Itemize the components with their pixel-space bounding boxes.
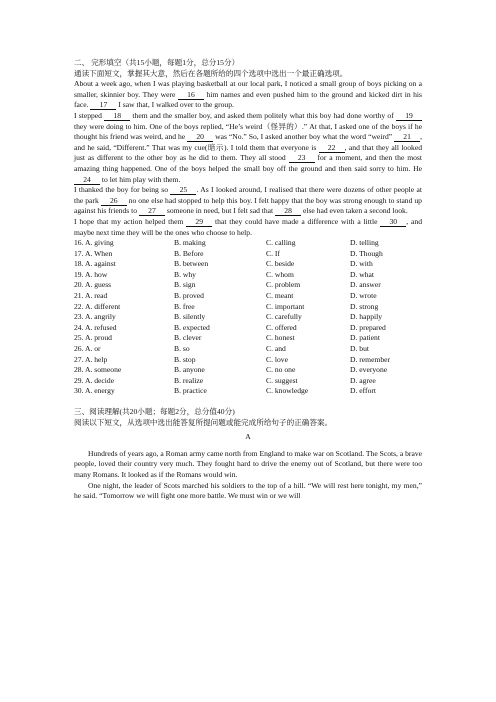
- blank-16[interactable]: 16: [178, 90, 204, 100]
- option-c[interactable]: C. important: [266, 301, 305, 311]
- blank-19[interactable]: 19: [396, 111, 422, 121]
- cloze-paragraph: [74, 79, 422, 111]
- option-d[interactable]: D. wrote: [350, 291, 377, 301]
- passage-text: , and maybe next time they will be the ones who choose to help.: [74, 216, 422, 237]
- option-c[interactable]: C. meant: [266, 291, 294, 301]
- option-d[interactable]: D. effort: [350, 386, 377, 396]
- passage-text: was “No.” So, I asked another boy what the word “weird”: [213, 132, 395, 142]
- option-d[interactable]: D. what: [350, 269, 375, 279]
- passage-text: for a moment, and then the most amazing thing happened. One of the boys helped the small boy off the ground and then said sorry to him. He: [74, 153, 422, 173]
- option-c[interactable]: C. whom: [266, 269, 294, 279]
- question-22-options: [74, 302, 422, 313]
- option-d[interactable]: D. telling: [350, 238, 379, 248]
- option-c[interactable]: C. beside: [266, 259, 295, 269]
- passage-text: someone in need, but I felt sad that: [164, 206, 276, 216]
- page-content: [74, 58, 422, 502]
- passage-text: I saw that, I walked over to the group.: [116, 100, 234, 110]
- option-d[interactable]: D. prepared: [350, 322, 386, 332]
- passage-text: , and that they all looked just as different to the other boy as he did to them. They all stood: [74, 142, 422, 163]
- passage-text: to let him play with them.: [100, 174, 181, 184]
- blank-23[interactable]: 23: [289, 153, 315, 163]
- option-a[interactable]: 28. A. someone: [74, 365, 122, 375]
- option-d[interactable]: D. happily: [350, 312, 383, 322]
- passage-text: him names and even pushed him to the ground and kicked dirt in his face.: [74, 89, 422, 110]
- blank-18[interactable]: 18: [104, 111, 130, 121]
- options-table: [74, 238, 422, 397]
- option-b[interactable]: B. stop: [174, 354, 196, 364]
- passage-text: About a week ago, when I was playing basketball at our local park, I noticed a small group of boys picking on a smaller, skinnier boy. They were: [74, 79, 422, 99]
- option-b[interactable]: B. proved: [174, 291, 204, 301]
- option-b[interactable]: B. making: [174, 238, 206, 248]
- passage-text: that they could have made a difference with a little: [212, 216, 381, 226]
- option-b[interactable]: B. practice: [174, 386, 207, 396]
- option-c[interactable]: C. If: [266, 248, 280, 258]
- question-30-options: [74, 386, 422, 397]
- question-28-options: [74, 365, 422, 376]
- option-c[interactable]: C. knowledge: [266, 386, 309, 396]
- question-19-options: [74, 270, 422, 281]
- option-a[interactable]: 27. A. help: [74, 354, 108, 364]
- question-25-options: [74, 333, 422, 344]
- option-b[interactable]: B. expected: [174, 322, 210, 332]
- option-c[interactable]: C. suggest: [266, 375, 298, 385]
- option-a[interactable]: 25. A. proud: [74, 333, 112, 343]
- passage-text: I hope that my action helped them: [74, 216, 187, 226]
- cloze-passage: [74, 79, 422, 238]
- option-c[interactable]: C. love: [266, 354, 288, 364]
- passage-text: I thanked the boy for being so: [74, 185, 171, 195]
- option-b[interactable]: B. clever: [174, 333, 202, 343]
- option-b[interactable]: B. anyone: [174, 365, 205, 375]
- option-a[interactable]: 16. A. giving: [74, 238, 114, 248]
- passage-text: , and he said, “Different.” That was my cue(暗示). I told them that everyone is: [74, 132, 422, 152]
- option-c[interactable]: C. offered: [266, 322, 297, 332]
- section3-instruction: 阅读以下短文，从选项中选出能答复所提问题或能完成所给句子的正确答案。: [74, 417, 333, 427]
- blank-30[interactable]: 30: [380, 217, 406, 227]
- option-d[interactable]: D. but: [350, 344, 369, 354]
- question-18-options: [74, 259, 422, 270]
- option-a[interactable]: 23. A. angrily: [74, 312, 116, 322]
- question-27-options: [74, 355, 422, 366]
- cloze-paragraph: [74, 185, 422, 217]
- blank-28[interactable]: 28: [275, 206, 301, 216]
- blank-29[interactable]: 29: [186, 217, 212, 227]
- question-26-options: [74, 344, 422, 355]
- option-a[interactable]: 30. A. energy: [74, 386, 115, 396]
- option-b[interactable]: B. so: [174, 344, 190, 354]
- option-d[interactable]: D. Though: [350, 248, 383, 258]
- option-d[interactable]: D. patient: [350, 333, 380, 343]
- passage-paragraph: One night, the leader of Scots marched his soldiers to the top of a hill. “We will rest here tonight, my men,” he said. “Tomorrow we will fight one more battle. We must win or we will: [74, 480, 422, 501]
- option-a[interactable]: 21. A. read: [74, 291, 108, 301]
- option-a[interactable]: 24. A. refused: [74, 322, 117, 332]
- option-a[interactable]: 19. A. how: [74, 269, 108, 279]
- passage-text: . As I looked around, I realised that there were dozens of other people at the park: [74, 185, 422, 205]
- option-d[interactable]: D. strong: [350, 301, 379, 311]
- option-b[interactable]: B. why: [174, 269, 196, 279]
- blank-20[interactable]: 20: [187, 132, 213, 142]
- blank-17[interactable]: 17: [90, 100, 116, 110]
- option-b[interactable]: B. free: [174, 301, 195, 311]
- option-b[interactable]: B. sign: [174, 280, 196, 290]
- option-b[interactable]: B. between: [174, 259, 209, 269]
- option-a[interactable]: 17. A. When: [74, 248, 113, 258]
- option-c[interactable]: C. problem: [266, 280, 301, 290]
- cloze-paragraph: [74, 217, 422, 238]
- question-17-options: [74, 249, 422, 260]
- option-d[interactable]: D. everyone: [350, 365, 388, 375]
- option-c[interactable]: C. no one: [266, 365, 296, 375]
- question-24-options: [74, 323, 422, 334]
- passage-paragraph: Hundreds of years ago, a Roman army came north from England to make war on Scotland. The Scots, a brave people, loved their country very much. They fought hard to drive the enemy out of Scotland, but there were too many Romans. It looked as if the Romans would win.: [74, 448, 422, 479]
- question-21-options: [74, 291, 422, 302]
- passage-text: else had even taken a second look.: [301, 206, 408, 216]
- option-d[interactable]: D. with: [350, 259, 373, 269]
- cloze-paragraph: [74, 111, 422, 185]
- option-c[interactable]: C. honest: [266, 333, 295, 343]
- passage-text: they were doing to him. One of the boys replied, “He’s weird（怪异的）.” At that, I asked one of the boys if he thought his friend was weird, and he: [74, 121, 422, 142]
- option-b[interactable]: B. silently: [174, 312, 206, 322]
- option-d[interactable]: D. remember: [350, 354, 391, 364]
- section3-heading: 三、阅读理解(共20小题；每题2分，总分值40分): [74, 407, 235, 416]
- section2-instruction: 通读下面短文，掌握其大意，然后在各题所给的四个选项中选出一个最正确选项。: [74, 68, 348, 78]
- passage-text: them and the smaller boy, and asked them politely what this boy had done worthy of: [130, 110, 396, 120]
- section2-heading: 二、 完形填空（共15小题，每题1分，总分15分）: [74, 58, 240, 67]
- passage-title: A: [245, 432, 251, 442]
- blank-24[interactable]: 24: [74, 175, 100, 185]
- blank-22[interactable]: 22: [319, 143, 345, 153]
- option-a[interactable]: 20. A. guess: [74, 280, 112, 290]
- option-a[interactable]: 26. A. or: [74, 344, 101, 354]
- question-20-options: [74, 280, 422, 291]
- question-29-options: [74, 376, 422, 387]
- option-b[interactable]: B. Before: [174, 248, 204, 258]
- option-c[interactable]: C. carefully: [266, 312, 302, 322]
- option-a[interactable]: 22. A. different: [74, 301, 121, 311]
- option-c[interactable]: C. calling: [266, 238, 296, 248]
- blank-21[interactable]: 21: [394, 132, 420, 142]
- option-d[interactable]: D. answer: [350, 280, 381, 290]
- option-d[interactable]: D. agree: [350, 375, 376, 385]
- passage-text: no one else had stopped to help this boy. I felt happy that the boy was strong enough to stand up against his friends to: [74, 195, 422, 216]
- blank-26[interactable]: 26: [101, 196, 127, 206]
- question-16-options: [74, 238, 422, 249]
- blank-25[interactable]: 25: [170, 185, 196, 195]
- option-b[interactable]: B. realize: [174, 375, 204, 385]
- option-c[interactable]: C. and: [266, 344, 286, 354]
- option-a[interactable]: 29. A. decide: [74, 375, 115, 385]
- blank-27[interactable]: 27: [139, 206, 165, 216]
- option-a[interactable]: 18. A. against: [74, 259, 116, 269]
- passage-text: I stepped: [74, 110, 105, 120]
- question-23-options: [74, 312, 422, 323]
